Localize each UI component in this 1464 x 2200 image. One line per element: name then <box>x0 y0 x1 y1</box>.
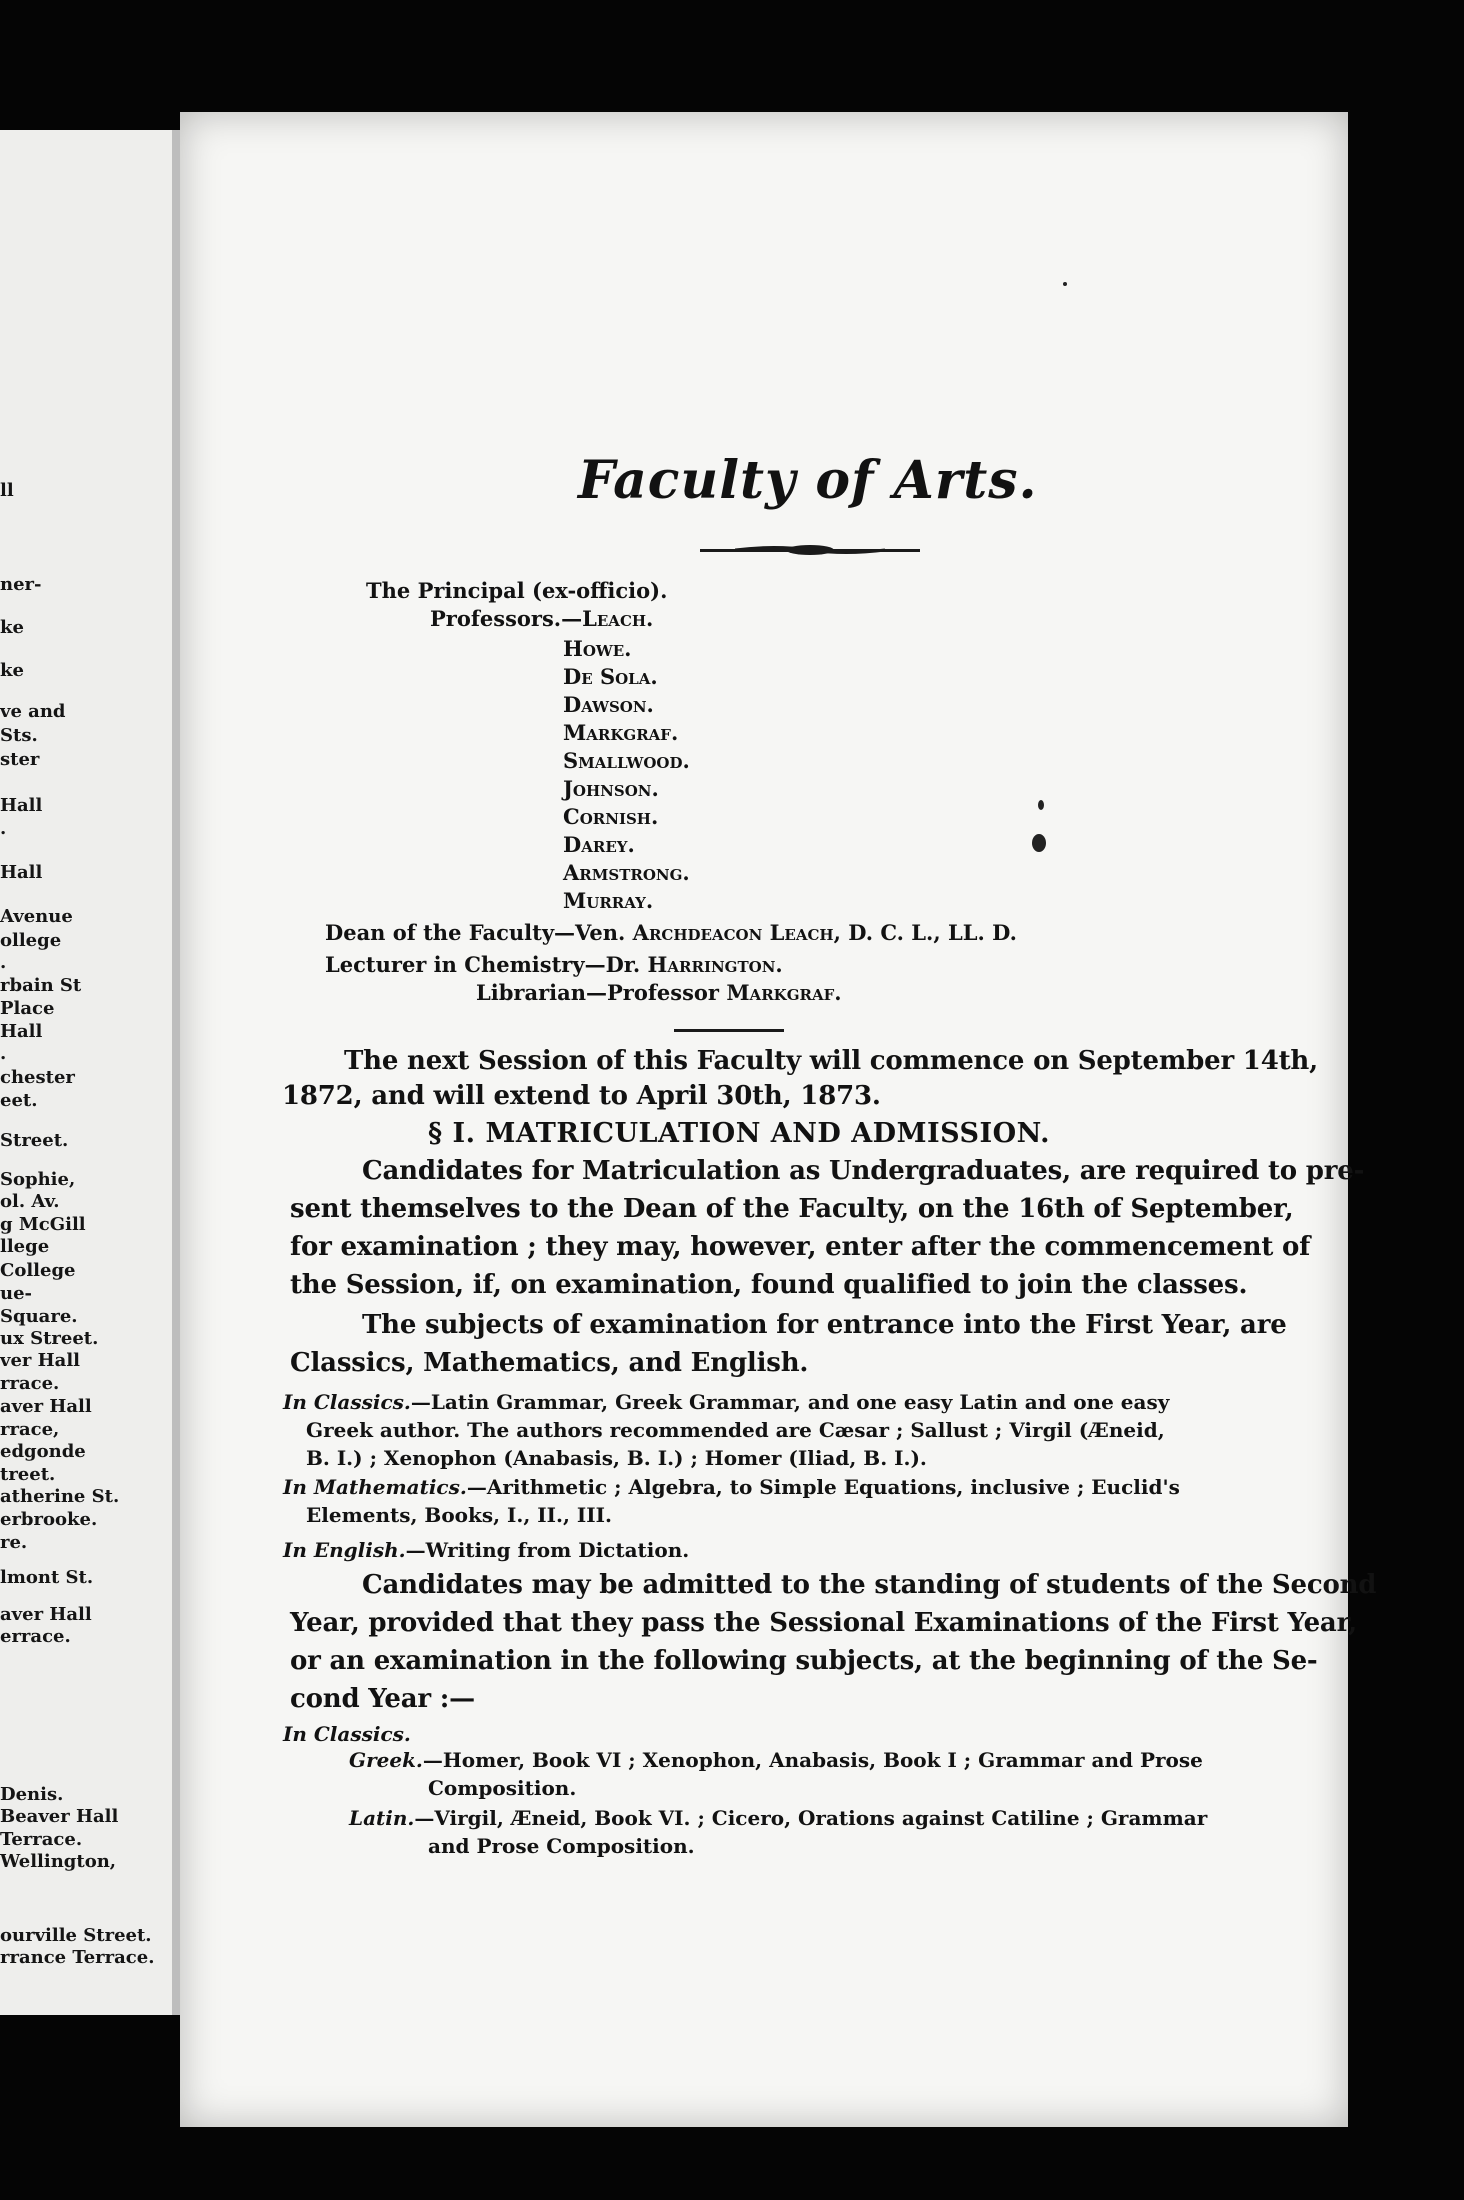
paragraph-line: Classics, Mathematics, and English. <box>290 1348 809 1378</box>
professor-name: De Sola. <box>563 664 658 689</box>
ink-speck <box>1032 834 1046 852</box>
left-fragment: ol. Av. <box>0 1191 60 1212</box>
english-text: —Writing from Dictation. <box>405 1538 690 1562</box>
classics-text: —Latin Grammar, Greek Grammar, and one easy Latin and one easy <box>410 1390 1170 1414</box>
left-fragment: ster <box>0 749 40 770</box>
lecturer-label: Lecturer in Chemistry—Dr. <box>325 952 641 977</box>
latin-requirement-line: and Prose Composition. <box>428 1834 695 1858</box>
left-fragment: errace. <box>0 1626 71 1647</box>
math-label: In Mathematics. <box>283 1475 467 1499</box>
left-fragment: . <box>0 1043 7 1064</box>
page-title: Faculty of Arts. <box>578 450 1038 511</box>
classics-requirement-line: B. I.) ; Xenophon (Anabasis, B. I.) ; Homer (Iliad, B. I.). <box>306 1446 927 1470</box>
classics-requirement-line: Greek author. The authors recommended are Cæsar ; Sallust ; Virgil (Æneid, <box>306 1418 1165 1442</box>
left-fragment: . <box>0 952 7 973</box>
principal-line: The Principal (ex-officio). <box>366 578 668 603</box>
classics-requirement <box>283 1390 1169 1414</box>
dean-name: Archdeacon Leach, <box>632 920 841 945</box>
left-fragment: rrance Terrace. <box>0 1947 155 1968</box>
math-text: —Arithmetic ; Algebra, to Simple Equations, inclusive ; Euclid's <box>466 1475 1180 1499</box>
professors-label-text: Professors.— <box>430 606 583 631</box>
greek-requirement-line: Composition. <box>428 1776 577 1800</box>
professor-name: Markgraf. <box>563 720 679 745</box>
left-fragment: ke <box>0 660 24 681</box>
left-fragment: Hall <box>0 1021 43 1042</box>
professor-name: Darey. <box>563 832 635 857</box>
professor-name: Armstrong. <box>563 860 690 885</box>
paragraph-line: Candidates for Matriculation as Undergraduates, are required to pre- <box>362 1156 1365 1186</box>
paragraph-line: sent themselves to the Dean of the Faculty, on the 16th of September, <box>290 1194 1294 1224</box>
left-fragment: ue- <box>0 1283 33 1304</box>
left-fragment: llege <box>0 1236 50 1257</box>
title-rule <box>700 549 920 552</box>
greek-label: Greek. <box>349 1748 423 1772</box>
page-gutter <box>172 130 180 2015</box>
professor-name: Smallwood. <box>563 748 690 773</box>
left-fragment: ll <box>0 480 14 501</box>
classics-label: In Classics. <box>283 1390 411 1414</box>
left-fragment: Sts. <box>0 725 38 746</box>
dean-line <box>325 920 1017 945</box>
section-divider <box>674 1029 784 1032</box>
librarian-name: Markgraf. <box>726 980 842 1005</box>
professor-name: Leach. <box>582 606 654 631</box>
professor-name: Murray. <box>563 888 654 913</box>
left-fragment: Hall <box>0 795 43 816</box>
session-line: 1872, and will extend to April 30th, 1873. <box>282 1081 881 1111</box>
paragraph-line: for examination ; they may, however, enter after the commencement of <box>290 1232 1311 1262</box>
left-fragment: Street. <box>0 1130 69 1151</box>
left-fragment: Wellington, <box>0 1851 117 1872</box>
left-fragment: Hall <box>0 862 43 883</box>
left-fragment: chester <box>0 1067 75 1088</box>
left-fragment: Square. <box>0 1306 78 1327</box>
lecturer-name: Harrington. <box>647 952 783 977</box>
left-fragment: g McGill <box>0 1214 86 1235</box>
dean-label: Dean of the Faculty—Ven. <box>325 920 626 945</box>
section-heading: § I. MATRICULATION AND ADMISSION. <box>428 1118 1051 1149</box>
professor-name: Howe. <box>563 636 632 661</box>
english-label: In English. <box>283 1538 406 1562</box>
librarian-line <box>476 980 842 1005</box>
left-fragment: edgonde <box>0 1441 86 1462</box>
left-fragment: Sophie, <box>0 1169 76 1190</box>
math-requirement <box>283 1475 1180 1499</box>
left-fragment: ve and <box>0 701 66 722</box>
greek-text: —Homer, Book VI ; Xenophon, Anabasis, Book I ; Grammar and Prose <box>422 1748 1203 1772</box>
left-fragment: treet. <box>0 1464 56 1485</box>
left-fragment: re. <box>0 1532 28 1553</box>
left-fragment: Denis. <box>0 1784 64 1805</box>
professor-name: Johnson. <box>563 776 659 801</box>
left-fragment: ourville Street. <box>0 1925 152 1946</box>
left-fragment: rrace. <box>0 1373 60 1394</box>
left-fragment: eet. <box>0 1090 38 1111</box>
left-fragment: College <box>0 1260 76 1281</box>
math-requirement-line: Elements, Books, I., II., III. <box>306 1503 612 1527</box>
left-fragment: ver Hall <box>0 1350 81 1371</box>
paragraph-line: cond Year :— <box>290 1684 475 1714</box>
dean-degrees: D. C. L., LL. D. <box>848 920 1017 945</box>
left-fragment: . <box>0 818 7 839</box>
left-fragment: ux Street. <box>0 1328 99 1349</box>
session-line: The next Session of this Faculty will commence on September 14th, <box>344 1046 1318 1076</box>
ink-speck <box>1038 800 1044 810</box>
latin-text: —Virgil, Æneid, Book VI. ; Cicero, Orations against Catiline ; Grammar <box>414 1806 1208 1830</box>
left-fragment: rbain St <box>0 975 82 996</box>
left-fragment: ollege <box>0 930 62 951</box>
ink-speck <box>1063 282 1067 286</box>
professors-label <box>430 606 653 631</box>
english-requirement <box>283 1538 689 1562</box>
latin-label: Latin. <box>349 1806 415 1830</box>
left-fragment: Avenue <box>0 906 73 927</box>
left-fragment: Place <box>0 998 55 1019</box>
paragraph-line: Year, provided that they pass the Sessional Examinations of the First Year, <box>290 1608 1358 1638</box>
paragraph-line: Candidates may be admitted to the standing of students of the Second <box>362 1570 1377 1600</box>
left-fragment: Beaver Hall <box>0 1806 119 1827</box>
left-fragment: Terrace. <box>0 1829 83 1850</box>
second-year-classics-label: In Classics. <box>283 1722 411 1746</box>
paragraph-line: the Session, if, on examination, found qualified to join the classes. <box>290 1270 1248 1300</box>
latin-requirement <box>349 1806 1207 1830</box>
left-fragment: ner- <box>0 574 42 595</box>
professor-name: Dawson. <box>563 692 654 717</box>
librarian-label: Librarian—Professor <box>476 980 719 1005</box>
previous-page-fragment <box>0 130 178 2015</box>
left-fragment: rrace, <box>0 1419 60 1440</box>
professor-name: Cornish. <box>563 804 659 829</box>
left-fragment: erbrooke. <box>0 1509 98 1530</box>
lecturer-line <box>325 952 783 977</box>
paragraph-line: The subjects of examination for entrance into the First Year, are <box>362 1310 1287 1340</box>
paragraph-line: or an examination in the following subjects, at the beginning of the Se- <box>290 1646 1318 1676</box>
left-fragment: aver Hall <box>0 1604 92 1625</box>
greek-requirement <box>349 1748 1203 1772</box>
left-fragment: ke <box>0 617 24 638</box>
left-fragment: aver Hall <box>0 1396 92 1417</box>
left-fragment: atherine St. <box>0 1486 120 1507</box>
left-fragment: lmont St. <box>0 1567 94 1588</box>
